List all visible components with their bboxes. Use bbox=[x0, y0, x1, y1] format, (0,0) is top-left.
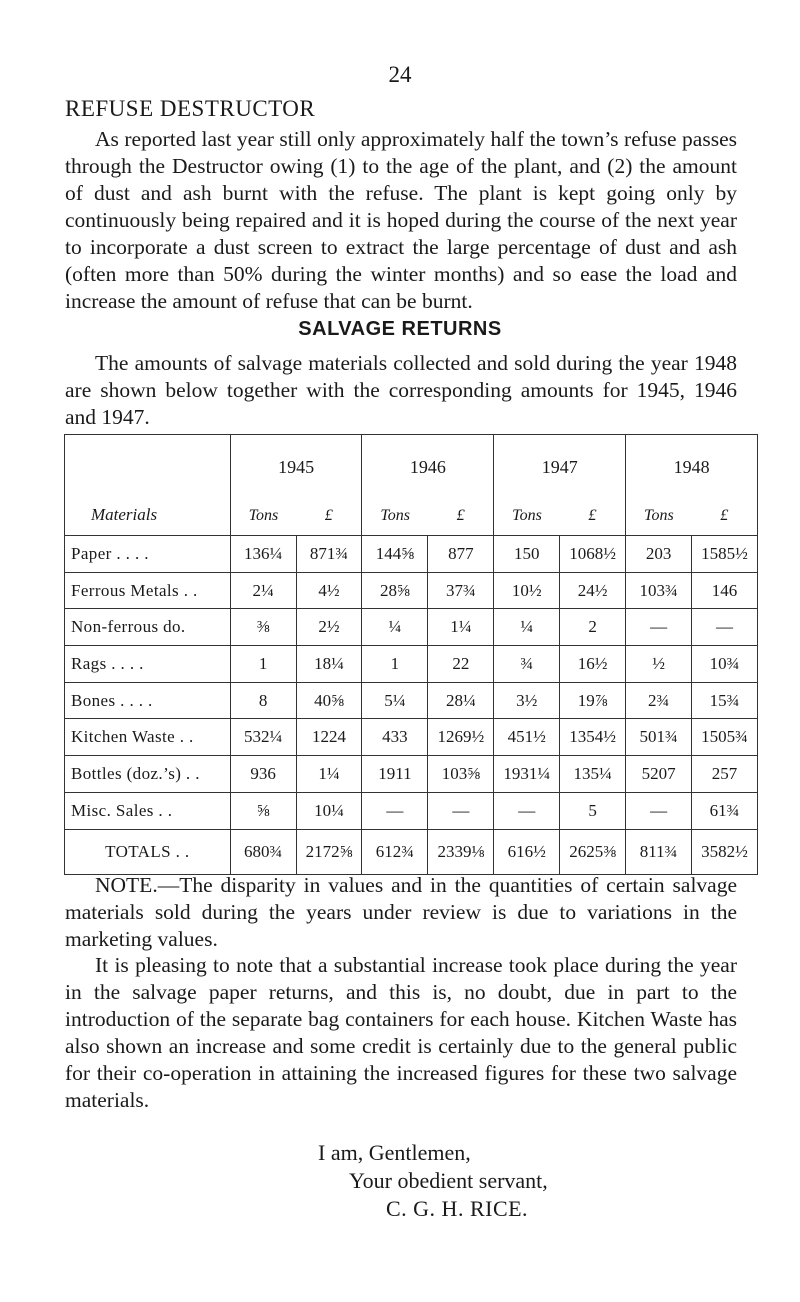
table-cell: — bbox=[626, 792, 692, 829]
table-cell: 1 bbox=[362, 646, 428, 683]
table-cell: 1354½ bbox=[560, 719, 626, 756]
table-cell: 1911 bbox=[362, 756, 428, 793]
year-label: 1947 bbox=[541, 457, 578, 477]
totals-row bbox=[65, 829, 758, 874]
total-cell: 2172⅝ bbox=[296, 829, 362, 874]
total-cell: 2339⅛ bbox=[428, 829, 494, 874]
material-name: Rags . . . . bbox=[65, 646, 231, 683]
table-cell: 501¾ bbox=[626, 719, 692, 756]
pounds-label: £ bbox=[588, 507, 597, 524]
table-row bbox=[65, 646, 758, 683]
tons-label: Tons bbox=[380, 507, 411, 524]
table-cell: — bbox=[626, 609, 692, 646]
section-title: REFUSE DESTRUCTOR bbox=[65, 96, 316, 121]
year-header bbox=[494, 435, 626, 536]
salvage-table bbox=[64, 434, 758, 875]
table-row bbox=[65, 536, 758, 573]
total-cell: 612¾ bbox=[362, 829, 428, 874]
table-cell: 1224 bbox=[296, 719, 362, 756]
table-cell: 136¼ bbox=[230, 536, 296, 573]
table-cell: ½ bbox=[626, 646, 692, 683]
table-cell: 144⅝ bbox=[362, 536, 428, 573]
table-cell: 1505¾ bbox=[692, 719, 758, 756]
table-cell: 2 bbox=[560, 609, 626, 646]
table-cell: — bbox=[494, 792, 560, 829]
total-cell: 811¾ bbox=[626, 829, 692, 874]
table-row bbox=[65, 719, 758, 756]
page-number: 24 bbox=[388, 62, 412, 87]
table-cell: ¾ bbox=[494, 646, 560, 683]
material-name: Misc. Sales . . bbox=[65, 792, 231, 829]
table-cell: 37¾ bbox=[428, 572, 494, 609]
table-cell: 1¼ bbox=[296, 756, 362, 793]
table-cell: 4½ bbox=[296, 572, 362, 609]
table-cell: 1068½ bbox=[560, 536, 626, 573]
table-cell: — bbox=[428, 792, 494, 829]
tons-label: Tons bbox=[644, 507, 674, 524]
total-cell: 2625⅜ bbox=[560, 829, 626, 874]
total-cell: 680¾ bbox=[230, 829, 296, 874]
year-label: 1948 bbox=[673, 457, 710, 477]
table-cell: 135¼ bbox=[560, 756, 626, 793]
table-cell: 22 bbox=[428, 646, 494, 683]
paragraph-pleasing: It is pleasing to note that a substantial increase took place during the year in the salvage paper returns, and this is, no doubt, due in part to the introduction of the separate bag containers for each house. Kitchen Waste has also shown an increase and some credit is certainly due to the general public for their co-operation in attaining the increased figures for these two salvage materials. bbox=[65, 953, 737, 1112]
closing-salutation: I am, Gentlemen, bbox=[318, 1140, 471, 1165]
table-cell: ⅝ bbox=[230, 792, 296, 829]
table-cell: 15¾ bbox=[692, 682, 758, 719]
closing-valediction: Your obedient servant, bbox=[349, 1168, 548, 1193]
table-cell: 2¼ bbox=[230, 572, 296, 609]
table-cell: 103¾ bbox=[626, 572, 692, 609]
table-cell: 5207 bbox=[626, 756, 692, 793]
table-cell: 1269½ bbox=[428, 719, 494, 756]
table-cell: 40⅝ bbox=[296, 682, 362, 719]
signature: C. G. H. RICE. bbox=[386, 1196, 529, 1221]
material-name: Bones . . . . bbox=[65, 682, 231, 719]
paragraph-destructor: As reported last year still only approximately half the town’s refuse passes through the Destructor owing (1) to the age of the plant, and (2) the amount of dust and ash burnt with the refuse. The plant is kept going only by continuously being repaired and it is hoped during the course of the next year to incorporate a dust screen to extract the large percentage of dust and ash (often more than 50% during the winter months) and so ease the load and increase the amount of refuse that can be burnt. bbox=[65, 127, 737, 313]
table-cell: 103⅝ bbox=[428, 756, 494, 793]
table-cell: 10½ bbox=[494, 572, 560, 609]
table-header-row bbox=[65, 435, 758, 536]
tons-label: Tons bbox=[512, 507, 542, 524]
table-row bbox=[65, 682, 758, 719]
table-cell: 257 bbox=[692, 756, 758, 793]
table-cell: ⅜ bbox=[230, 609, 296, 646]
table-cell: ¼ bbox=[494, 609, 560, 646]
table-cell: 433 bbox=[362, 719, 428, 756]
note-paragraph: NOTE.—The disparity in values and in the quantities of certain salvage materials sold during the years under review is due to variations in the marketing values. bbox=[65, 873, 737, 951]
table-cell: 451½ bbox=[494, 719, 560, 756]
table-cell: 3½ bbox=[494, 682, 560, 719]
table-cell: 8 bbox=[230, 682, 296, 719]
table-cell: 146 bbox=[692, 572, 758, 609]
pounds-label: £ bbox=[720, 507, 729, 524]
table-cell: 2¾ bbox=[626, 682, 692, 719]
paragraph-salvage: The amounts of salvage materials collected and sold during the year 1948 are shown below together with the corresponding amounts for 1945, 1946 and 1947. bbox=[65, 351, 737, 429]
table-cell: 10¼ bbox=[296, 792, 362, 829]
table-cell: 18¼ bbox=[296, 646, 362, 683]
year-label: 1945 bbox=[278, 457, 315, 477]
pounds-label: £ bbox=[456, 507, 465, 524]
table-cell: 1 bbox=[230, 646, 296, 683]
material-name: Kitchen Waste . . bbox=[65, 719, 231, 756]
total-cell: 3582½ bbox=[692, 829, 758, 874]
table-cell: 1585½ bbox=[692, 536, 758, 573]
table-cell: 532¼ bbox=[230, 719, 296, 756]
material-name: Bottles (doz.’s) . . bbox=[65, 756, 231, 793]
table-cell: 28⅝ bbox=[362, 572, 428, 609]
table-cell: 5¼ bbox=[362, 682, 428, 719]
table-cell: 871¾ bbox=[296, 536, 362, 573]
table-cell: 1931¼ bbox=[494, 756, 560, 793]
table-cell: 16½ bbox=[560, 646, 626, 683]
material-name: Ferrous Metals . . bbox=[65, 572, 231, 609]
table-cell: 5 bbox=[560, 792, 626, 829]
material-name: Paper . . . . bbox=[65, 536, 231, 573]
table-cell: 24½ bbox=[560, 572, 626, 609]
table-cell: 10¾ bbox=[692, 646, 758, 683]
table-cell: 877 bbox=[428, 536, 494, 573]
materials-header: Materials bbox=[65, 435, 231, 536]
tons-label: Tons bbox=[248, 507, 279, 524]
year-header bbox=[362, 435, 494, 536]
table-row bbox=[65, 572, 758, 609]
salvage-heading: SALVAGE RETURNS bbox=[298, 318, 502, 340]
pounds-label: £ bbox=[324, 507, 333, 524]
table-cell: — bbox=[692, 609, 758, 646]
table-cell: 150 bbox=[494, 536, 560, 573]
table-cell: 1¼ bbox=[428, 609, 494, 646]
table-cell: ¼ bbox=[362, 609, 428, 646]
total-cell: 616½ bbox=[494, 829, 560, 874]
year-header bbox=[626, 435, 758, 536]
year-label: 1946 bbox=[409, 457, 446, 477]
table-cell: 19⅞ bbox=[560, 682, 626, 719]
table-cell: 2½ bbox=[296, 609, 362, 646]
table-cell: 936 bbox=[230, 756, 296, 793]
table-row bbox=[65, 756, 758, 793]
table-row bbox=[65, 609, 758, 646]
table-cell: — bbox=[362, 792, 428, 829]
table-cell: 61¾ bbox=[692, 792, 758, 829]
table-cell: 28¼ bbox=[428, 682, 494, 719]
material-name: Non-ferrous do. bbox=[65, 609, 231, 646]
year-header bbox=[230, 435, 362, 536]
table-cell: 203 bbox=[626, 536, 692, 573]
totals-label: TOTALS . . bbox=[65, 829, 231, 874]
table-row bbox=[65, 792, 758, 829]
